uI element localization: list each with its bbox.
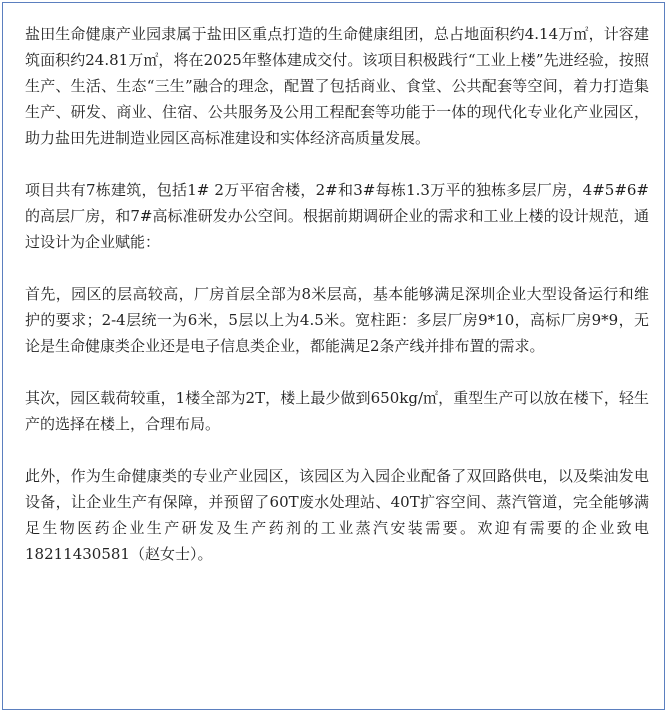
paragraph-buildings: 项目共有7栋建筑，包括1# 2万平宿舍楼，2#和3#每栋1.3万平的独栋多层厂房，4#5#6#的高层厂房，和7#高标准研发办公空间。根据前期调研企业的需求和工业上楼的设计规范，通过设计为企业赋能：	[25, 181, 649, 251]
paragraph-intro: 盐田生命健康产业园隶属于盐田区重点打造的生命健康组团，总占地面积约4.14万㎡，计容建筑面积约24.81万㎡，将在2025年整体建成交付。该项目积极践行“工业上楼”先进经验，按照生产、生活、生态“三生”融合的理念，配置了包括商业、食堂、公共配套等空间，着力打造集生产、研发、商业、住宿、公共服务及公用工程配套等功能于一体的现代化专业化产业园区，助力盐田先进制造业园区高标准建设和实体经济高质量发展。	[25, 25, 649, 147]
article-frame	[2, 2, 665, 710]
paragraph-utilities: 此外，作为生命健康类的专业产业园区，该园区为入园企业配备了双回路供电，以及柴油发电设备，让企业生产有保障，并预留了60T废水处理站、40T扩容空间、蒸汽管道，完全能够满足生物医药企业生产研发及生产药剂的工业蒸汽安装需要。欢迎有需要的企业致电18211430581（赵女士）。	[25, 467, 649, 563]
paragraph-floor-height: 首先，园区的层高较高，厂房首层全部为8米层高，基本能够满足深圳企业大型设备运行和维护的要求；2-4层统一为6米，5层以上为4.5米。宽柱距：多层厂房9*10，高标厂房9*9，无论是生命健康类企业还是电子信息类企业，都能满足2条产线并排布置的需求。	[25, 285, 649, 355]
article-body	[25, 21, 649, 567]
paragraph-load: 其次，园区载荷较重，1楼全部为2T，楼上最少做到650kg/㎡，重型生产可以放在楼下，轻生产的选择在楼上，合理布局。	[25, 389, 649, 433]
